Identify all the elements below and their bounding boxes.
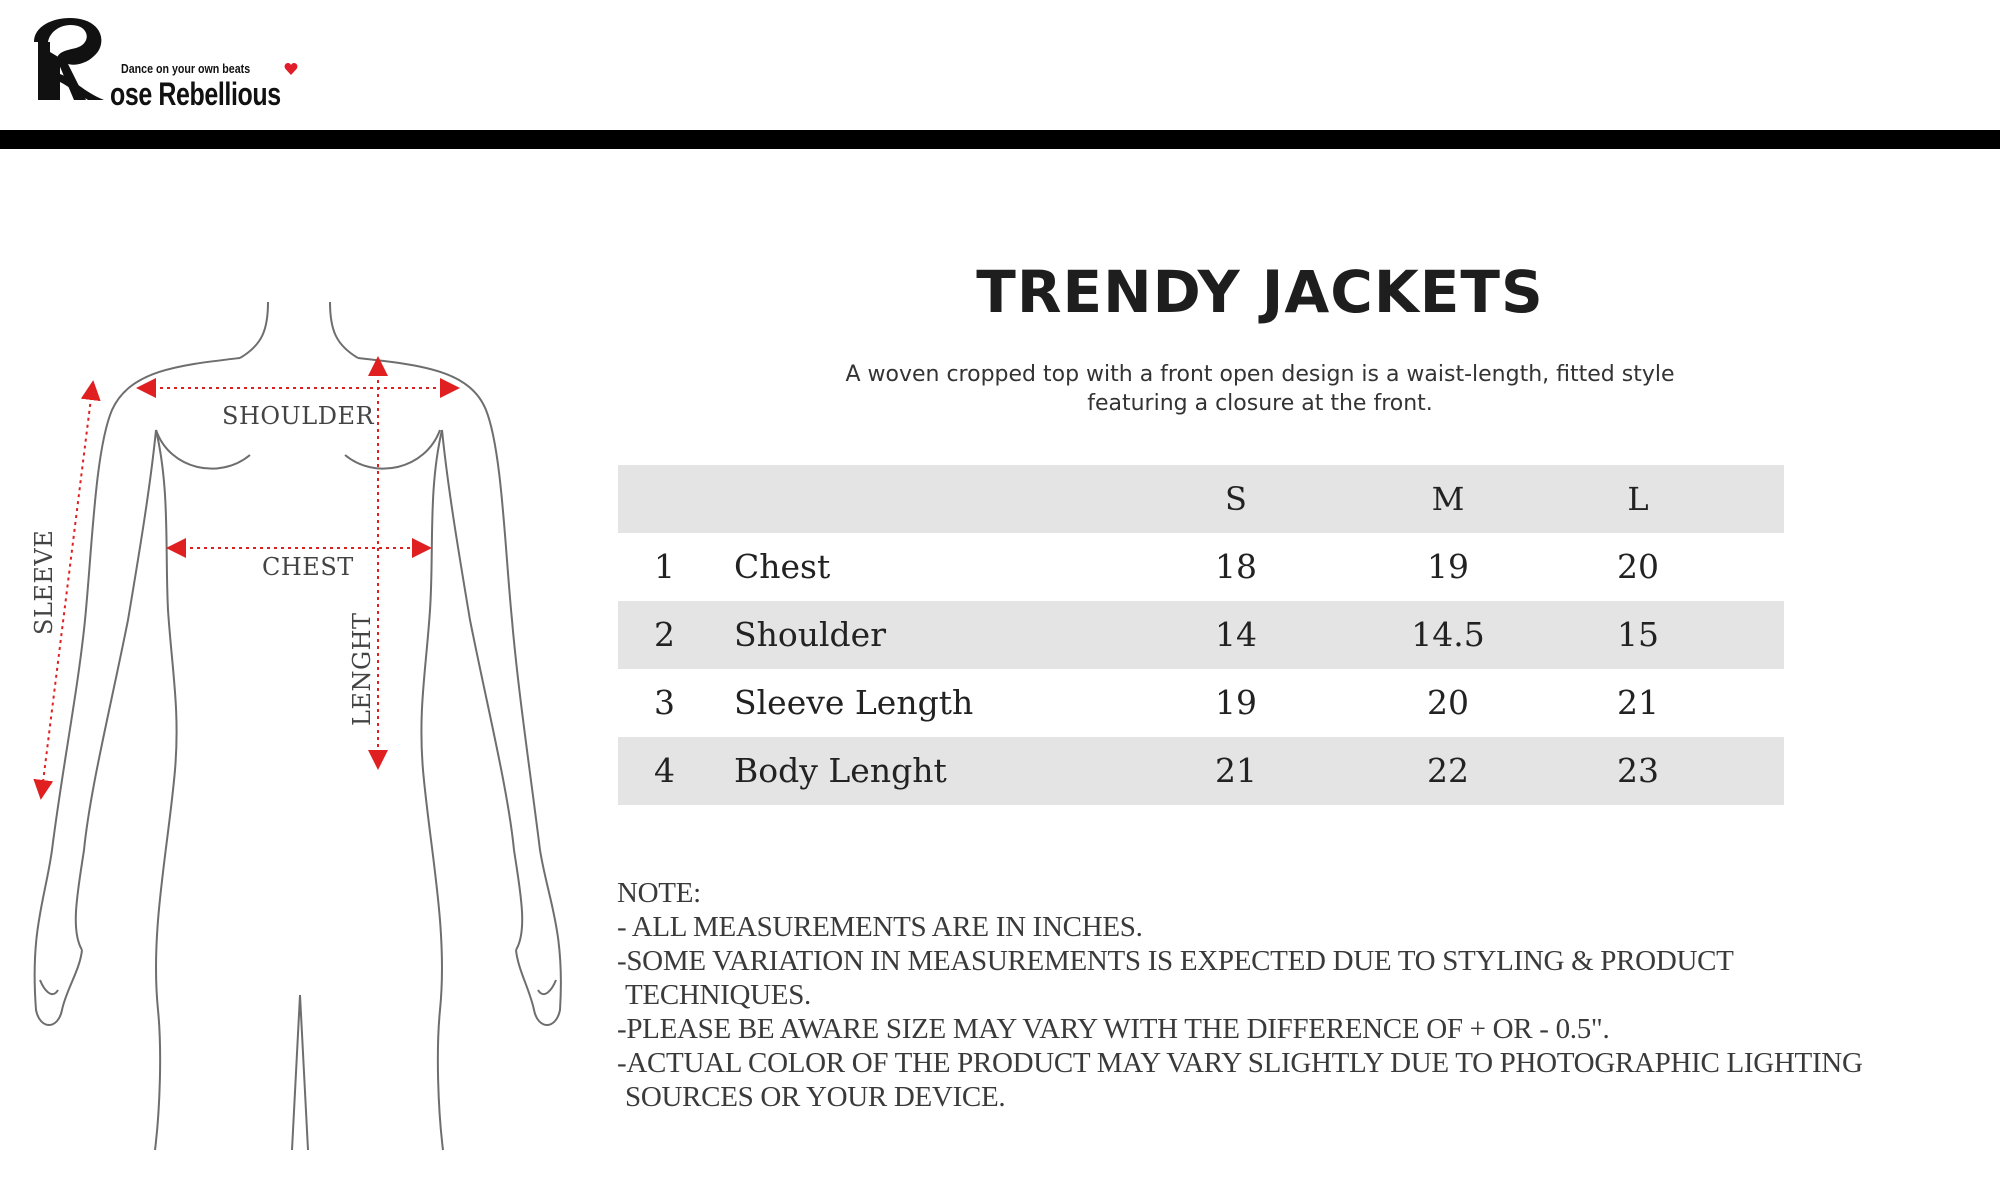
- description-line: featuring a closure at the front.: [1087, 391, 1433, 416]
- note-line: SOURCES OR YOUR DEVICE.: [625, 1081, 1006, 1113]
- cell-size-l: 15: [1617, 615, 1659, 654]
- cell-size-m: 20: [1427, 683, 1469, 722]
- sleeve-label: SLEEVE: [30, 529, 58, 635]
- page-title: TRENDY JACKETS: [976, 258, 1544, 326]
- row-number: 2: [654, 615, 675, 654]
- table-header-row: [618, 465, 1784, 533]
- cell-size-l: 23: [1617, 751, 1659, 790]
- table-row: [618, 601, 1784, 669]
- body-measurement-diagram: [0, 290, 580, 1170]
- note-line: -SOME VARIATION IN MEASUREMENTS IS EXPECTED DUE TO STYLING & PRODUCT: [617, 945, 1734, 977]
- cell-size-s: 14: [1215, 615, 1257, 654]
- cell-size-l: 21: [1617, 683, 1659, 722]
- note-line: TECHNIQUES.: [625, 979, 811, 1011]
- cell-size-s: 18: [1215, 547, 1257, 586]
- cell-size-l: 20: [1617, 547, 1659, 586]
- note-line: -ACTUAL COLOR OF THE PRODUCT MAY VARY SLIGHTLY DUE TO PHOTOGRAPHIC LIGHTING: [617, 1047, 1863, 1079]
- row-measurement: Sleeve Length: [734, 683, 974, 722]
- brand-name: ose Rebellious: [110, 76, 281, 112]
- shoulder-label: SHOULDER: [222, 402, 375, 430]
- header-divider: [0, 130, 2000, 149]
- cell-size-s: 19: [1215, 683, 1257, 722]
- header-size-s: S: [1225, 480, 1247, 518]
- description-line: A woven cropped top with a front open design is a waist-length, fitted style: [845, 362, 1675, 387]
- header-size-l: L: [1627, 480, 1649, 518]
- size-chart-table: [618, 465, 1784, 805]
- row-measurement: Shoulder: [734, 615, 886, 654]
- note-line: - ALL MEASUREMENTS ARE IN INCHES.: [617, 911, 1143, 943]
- row-number: 4: [654, 751, 675, 790]
- length-label: LENGHT: [348, 608, 376, 730]
- header-size-m: M: [1431, 480, 1465, 518]
- row-number: 1: [654, 547, 675, 586]
- table-row: [618, 669, 1784, 737]
- chest-label: CHEST: [258, 553, 358, 581]
- cell-size-m: 22: [1427, 751, 1469, 790]
- cell-size-m: 19: [1427, 547, 1469, 586]
- notes-heading: NOTE:: [617, 877, 701, 909]
- brand-tagline: Dance on your own beats: [121, 61, 251, 76]
- row-number: 3: [654, 683, 675, 722]
- size-notes: [617, 876, 1917, 1114]
- heart-icon: [284, 62, 298, 76]
- brand-logo[interactable]: [24, 12, 294, 112]
- note-line: -PLEASE BE AWARE SIZE MAY VARY WITH THE DIFFERENCE OF + OR - 0.5".: [617, 1013, 1610, 1045]
- cell-size-s: 21: [1215, 751, 1257, 790]
- table-row: [618, 737, 1784, 805]
- product-description: [760, 360, 1760, 418]
- table-row: [618, 533, 1784, 601]
- row-measurement: Chest: [734, 547, 831, 586]
- cell-size-m: 14.5: [1411, 615, 1485, 654]
- row-measurement: Body Lenght: [734, 751, 947, 790]
